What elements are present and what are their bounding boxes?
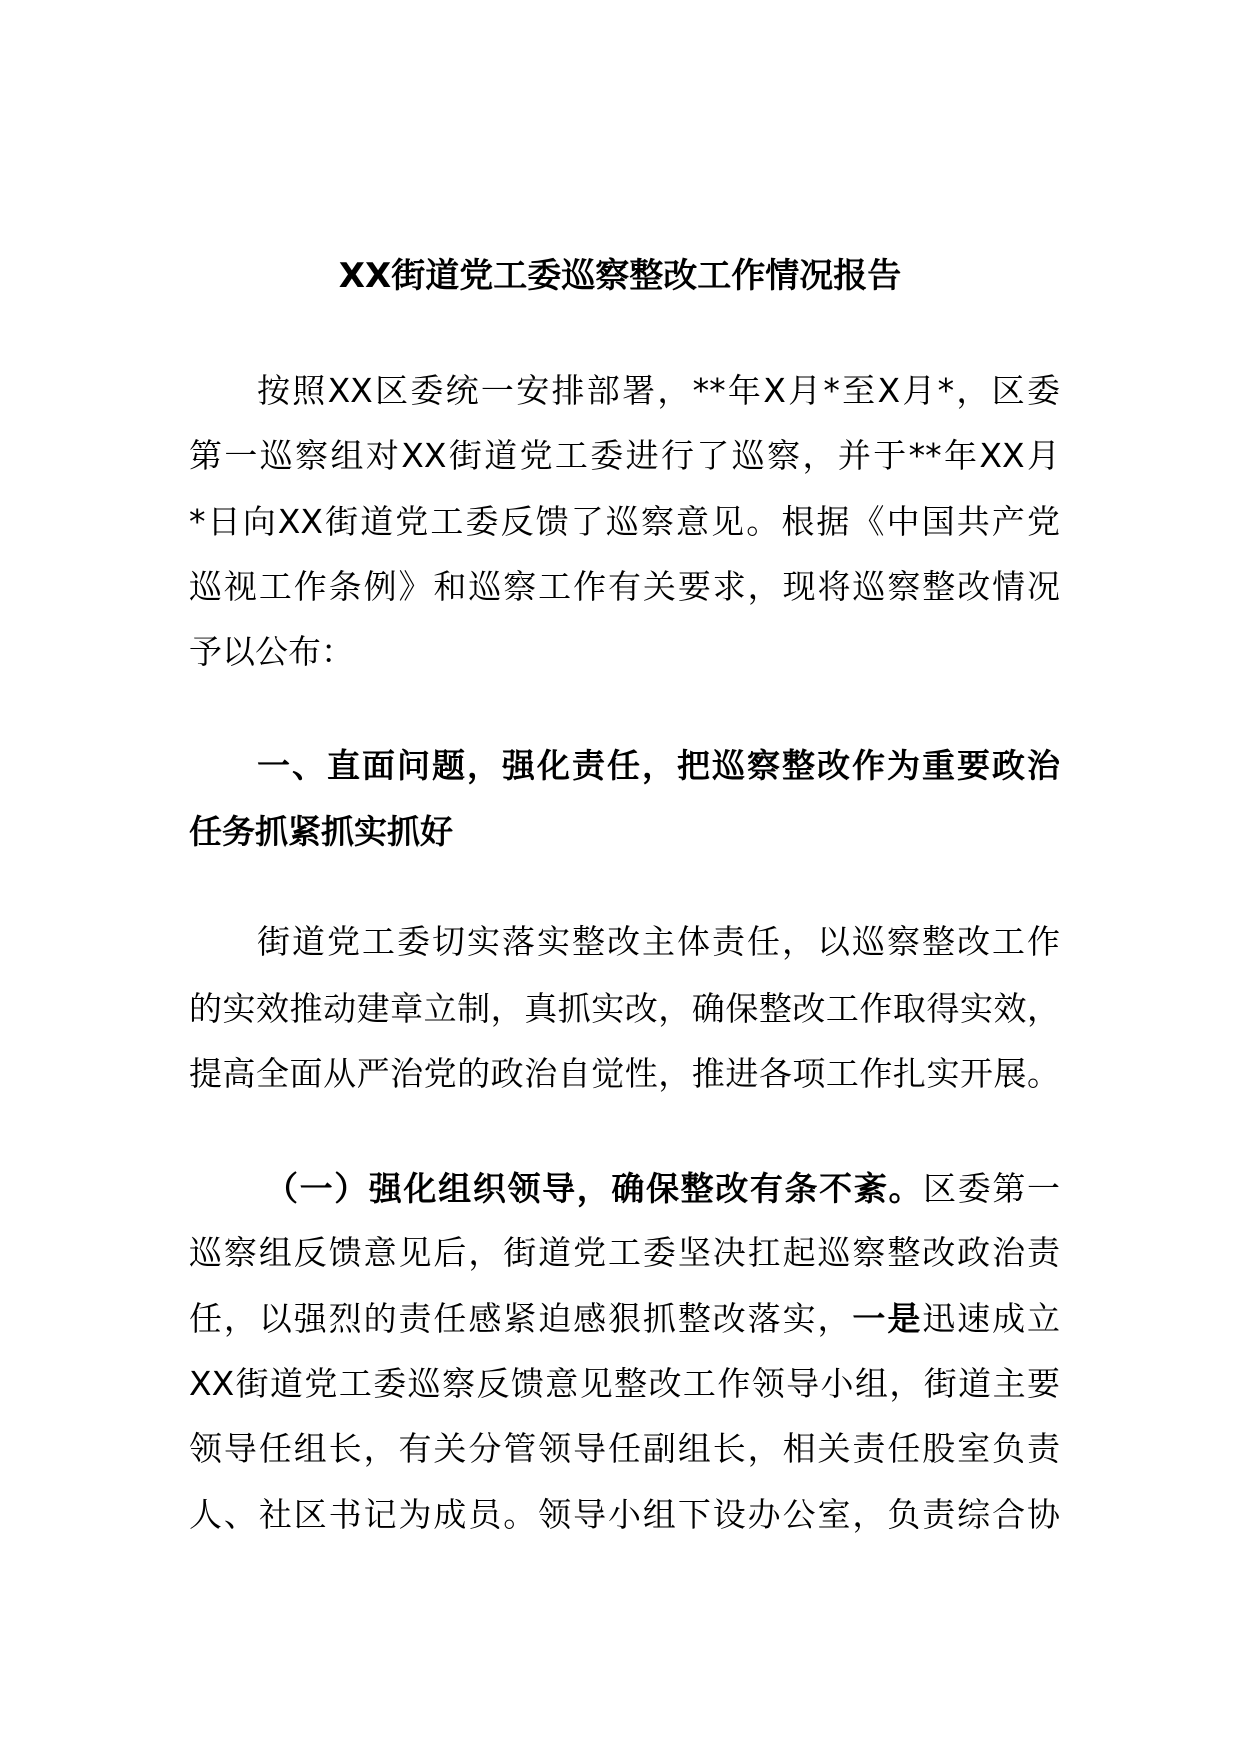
text-line: 提高全面从严治党的政治自觉性，推进各项工作扎实开展。 [189,1054,1060,1093]
text-span: 任，以强烈的责任感紧迫感狠抓整改落实， [189,1299,853,1338]
emphasis-text: 一是 [852,1299,923,1338]
text-line: 街道党工委切实落实整改主体责任，以巡察整改工作 [257,922,1060,961]
subsection-heading: （一）强化组织领导，确保整改有条不紊。 [265,1169,924,1208]
heading-line: 一、直面问题，强化责任，把巡察整改作为重要政治 [257,746,1060,785]
text-span: 区委第一 [923,1169,1061,1208]
text-line [189,1297,1060,1341]
text-line: 人、社区书记为成员。领导小组下设办公室，负责综合协 [189,1495,1060,1534]
text-line: 的实效推动建章立制，真抓实改，确保整改工作取得实效， [189,989,1060,1028]
heading-line: 任务抓紧抓实抓好 [189,812,453,851]
document-title: XX街道党工委巡察整改工作情况报告 [338,256,902,296]
text-line: *日向XX街道党工委反馈了巡察意见。根据《中国共产党 [189,502,1060,541]
text-line [265,1167,1060,1211]
text-line: 领导任组长，有关分管领导任副组长，相关责任股室负责 [189,1429,1060,1468]
text-line: XX街道党工委巡察反馈意见整改工作领导小组，街道主要 [189,1364,1060,1403]
text-line: 第一巡察组对XX街道党工委进行了巡察，并于**年XX月 [189,436,1060,475]
text-line: 予以公布： [189,632,354,671]
text-span: 迅速成立 [922,1299,1061,1338]
text-line: 按照XX区委统一安排部署，**年X月*至X月*，区委 [257,371,1060,410]
text-line: 巡视工作条例》和巡察工作有关要求，现将巡察整改情况 [189,567,1060,606]
text-line: 巡察组反馈意见后，街道党工委坚决扛起巡察整改政治责 [189,1233,1060,1272]
